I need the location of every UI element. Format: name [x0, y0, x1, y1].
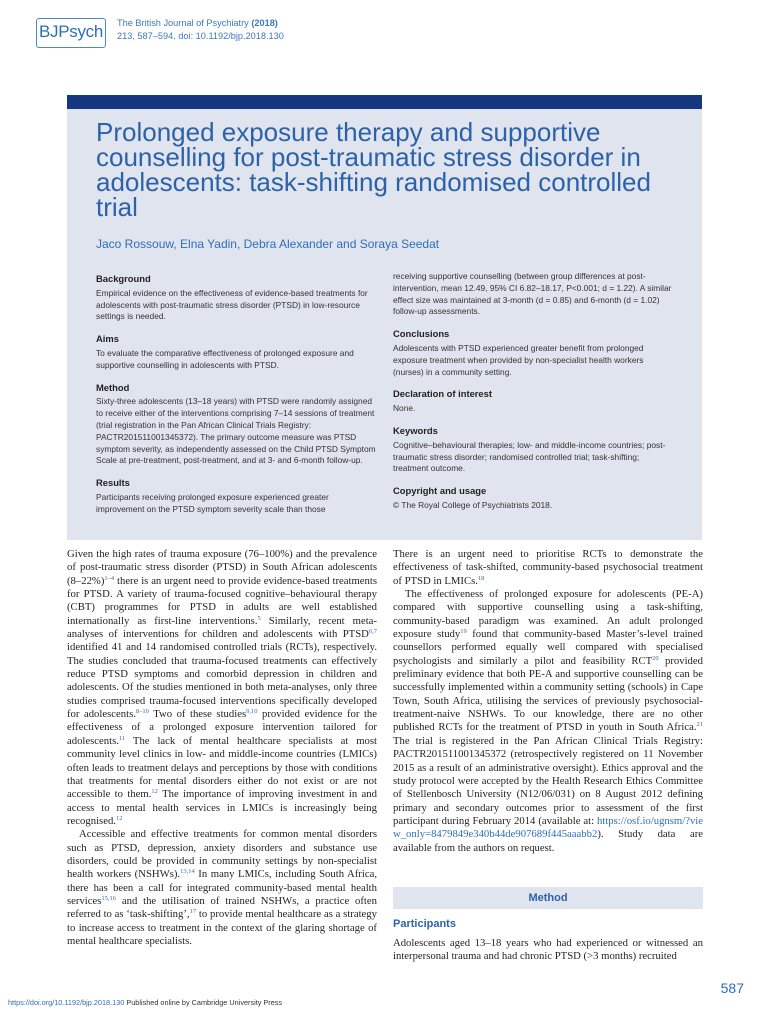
reference-link[interactable]: 21 — [696, 721, 703, 729]
abstract-interest-text: None. — [393, 403, 416, 414]
abstract-conclusions-heading: Conclusions — [393, 328, 450, 340]
reference-link[interactable]: 13,14 — [180, 868, 195, 876]
abstract-background-heading: Background — [96, 273, 151, 284]
footer-published: Published online by Cambridge University Press — [124, 998, 283, 1007]
body-paragraph — [393, 588, 703, 855]
reference-link[interactable]: 15,16 — [101, 894, 117, 902]
article-title: Prolonged exposure therapy and supportive counselling for post-traumatic stress disorder in adolescents: task-shifting randomised controlled trial — [96, 117, 651, 222]
journal-logo-text: BJPsych — [38, 22, 104, 41]
body-paragraph — [67, 548, 377, 828]
text-run: Two of these studies — [148, 708, 247, 721]
participants-text-block — [393, 937, 703, 964]
text-run: ). Study data are available from the authors on request. — [393, 828, 703, 854]
abstract-results-continued: receiving supportive counselling (between group differences at post-intervention, mean 12.49, 95% CI 6.82–18.17, P<0.001; d = 1.22). A similar effect size was maintained at 3-month (d = 0.85) and 6-month (d = 1.02) follow-up assessments. — [393, 271, 672, 317]
text-run: provided preliminary evidence that both PE-A and supportive counselling can be successfully implemented within a community setting (schools) in Cape Town, South Africa, utilising the services of previously psychosocial-treatment-naive NSHWs. To our knowledge, there are no other published RCTs for the treatment of PTSD in youth in South Africa. — [393, 654, 703, 734]
body-paragraph — [393, 548, 703, 588]
text-run: identified 41 and 14 randomised controlled trials (RCTs), respectively. The studies concluded that trauma-focused treatments can effectively reduce PTSD symptoms and comorbid depression in children and adolescents. Of the studies mentioned in both meta-analyses, only three studies comprised trauma-focused interventions specifically developed for adolescents. — [67, 641, 377, 721]
page-number: 587 — [720, 980, 744, 996]
abstract-keywords-text: Cognitive–behavioural therapies; low- and middle-income countries; post-traumatic stress disorder; randomised controlled trial; task-shifting; treatment outcome. — [393, 439, 666, 474]
text-run: The trial is registered in the Pan African Clinical Trials Registry: PACTR201511001345372 (retrospectively registered on 11 November 2015 as a result of an administrative oversight). Ethics approval and the study protocol were accepted by the Health Research Ethics Committee of Stellenbosch University (N12/06/031) on 8 August 2012 defining primary and secondary outcomes prior to assessment of the first participant during February 2014 (available at: — [393, 734, 703, 827]
body-right-column — [393, 548, 703, 855]
journal-name-line — [117, 17, 284, 30]
reference-link[interactable]: 12 — [151, 788, 158, 796]
text-run: Similarly, recent meta-analyses of interventions for children and adolescents with PTSD — [67, 614, 377, 641]
article-authors: Jaco Rossouw, Elna Yadin, Debra Alexander and Soraya Seedat — [96, 237, 440, 251]
reference-link[interactable]: 8–10 — [135, 708, 149, 716]
abstract-right-column — [393, 271, 675, 522]
reference-link[interactable]: 6,7 — [368, 628, 377, 636]
text-run: Accessible and effective treatments for common mental disorders such as PTSD, depression, anxiety disorders and substance use disorders, could be provided in community settings by non-specialist health workers (NSHWs). — [67, 828, 377, 881]
abstract-method-heading: Method — [96, 381, 130, 393]
abstract-aims-heading: Aims — [96, 333, 119, 345]
journal-year: (2018) — [251, 18, 278, 28]
text-run: In many LMICs, including South Africa, there has been a call for integrated community-based mental health services — [67, 868, 377, 907]
abstract-left-column — [96, 273, 378, 526]
participants-paragraph: Adolescents aged 13–18 years who had experienced or witnessed an interpersonal trauma and had chronic PTSD (>3 months) recruited — [393, 937, 703, 963]
text-run: there is an urgent need to provide evidence-based treatments for PTSD. A variety of trauma-focused cognitive–behavioural therapy (CBT) programmes for PTSD in adults are well established internationally as first-line interventions. — [67, 574, 377, 627]
reference-link[interactable]: 1–4 — [104, 574, 115, 582]
text-run: to provide mental healthcare as a strategy to increase access to treatment in the context of the glaring shortage of mental healthcare specialists. — [67, 908, 377, 947]
reference-link[interactable]: 19 — [460, 628, 467, 636]
abstract-results-text: Participants receiving prolonged exposure experienced greater improvement on the PTSD symptom severity scale than those — [96, 491, 329, 514]
abstract-keywords-heading: Keywords — [393, 424, 438, 436]
osf-link[interactable]: https://osf.io/ugnsm/?view_only=8479849e340b44de907689f445aaabb2 — [393, 814, 703, 841]
abstract-background-text: Empirical evidence on the effectiveness of evidence-based treatments for adolescents with post-traumatic stress disorder (PTSD) in low-resource settings is needed. — [96, 287, 368, 322]
abstract-aims-text: To evaluate the comparative effectiveness of prolonged exposure and supportive counselling in adolescents with PTSD. — [96, 347, 354, 370]
journal-info — [117, 17, 284, 43]
reference-link[interactable]: 11 — [118, 734, 126, 742]
journal-citation: 213, 587–594. doi: 10.1192/bjp.2018.130 — [117, 31, 284, 41]
reference-link[interactable]: 18 — [477, 574, 485, 582]
reference-link[interactable]: 12 — [115, 814, 123, 822]
reference-link[interactable]: 17 — [189, 908, 197, 916]
text-run: The effectiveness of prolonged exposure for adolescents (PE-A) compared with supportive counselling using a task-shifting, community-based paradigm was examined. An adult prolonged exposure study — [393, 588, 703, 641]
abstract-copyright-text: © The Royal College of Psychiatrists 2018. — [393, 499, 553, 510]
body-left-column — [67, 548, 377, 948]
participants-heading: Participants — [393, 918, 456, 930]
abstract-results-heading: Results — [96, 477, 130, 489]
journal-logo — [36, 18, 106, 48]
abstract-conclusions-text: Adolescents with PTSD experienced greater benefit from prolonged exposure treatment when provided by non-specialist health workers (nurses) in a community setting. — [393, 342, 644, 377]
reference-link[interactable]: 20 — [652, 654, 659, 662]
text-run: Given the high rates of trauma exposure (76–100%) and the prevalence of post-traumatic stress disorder (PTSD) in South African adolescents (8–22%) — [67, 548, 377, 587]
text-run: The lack of mental healthcare specialists at most community level clinics in low- and middle-income countries (LMICs) often leads to treatment delays and perceptions by those with conditions that treatments for mental disorders either do not exist or are not accessible to them. — [67, 734, 377, 801]
journal-name: The British Journal of Psychiatry — [117, 18, 249, 28]
text-run: found that community-based Master’s-level trained counsellors performed equally well compared with specialised psychologists and similarly a pilot and feasibility RCT — [393, 628, 703, 667]
abstract-interest-heading: Declaration of interest — [393, 388, 492, 400]
reference-link[interactable]: 9,10 — [246, 708, 258, 716]
text-run: and the utilisation of trained NSHWs, a practice often referred to as ‘task-shifting’, — [67, 894, 377, 921]
method-section-heading: Method — [393, 887, 703, 909]
abstract-copyright-heading: Copyright and usage — [393, 485, 487, 497]
footer-doi-link[interactable]: https://doi.org/10.1192/bjp.2018.130 — [8, 998, 125, 1007]
text-run: provided evidence for the effectiveness of a prolonged exposure intervention tailored for adolescents. — [67, 708, 377, 747]
reference-link[interactable]: 5 — [257, 614, 261, 622]
text-run: The importance of improving investment in and access to mental health services in LMICs is increasingly being recognised. — [67, 788, 377, 827]
abstract-method-text: Sixty-three adolescents (13–18 years) with PTSD were randomly assigned to receive either of the interventions comprising 7–14 sessions of treatment (trial registration in the Pan African Clinical Trials Registry: PACTR201511001345372). The primary outcome measure was PTSD symptom severity, as independently assessed on the Child PTSD Symptom Scale at pre-treatment, post-treatment, and at 3- and 6-month follow-up. — [96, 396, 376, 466]
body-paragraph — [67, 828, 377, 948]
text-run: There is an urgent need to prioritise RCTs to demonstrate the effectiveness of task-shifted, community-based psychosocial treatment of PTSD in LMICs. — [393, 548, 703, 587]
footer — [8, 998, 282, 1007]
